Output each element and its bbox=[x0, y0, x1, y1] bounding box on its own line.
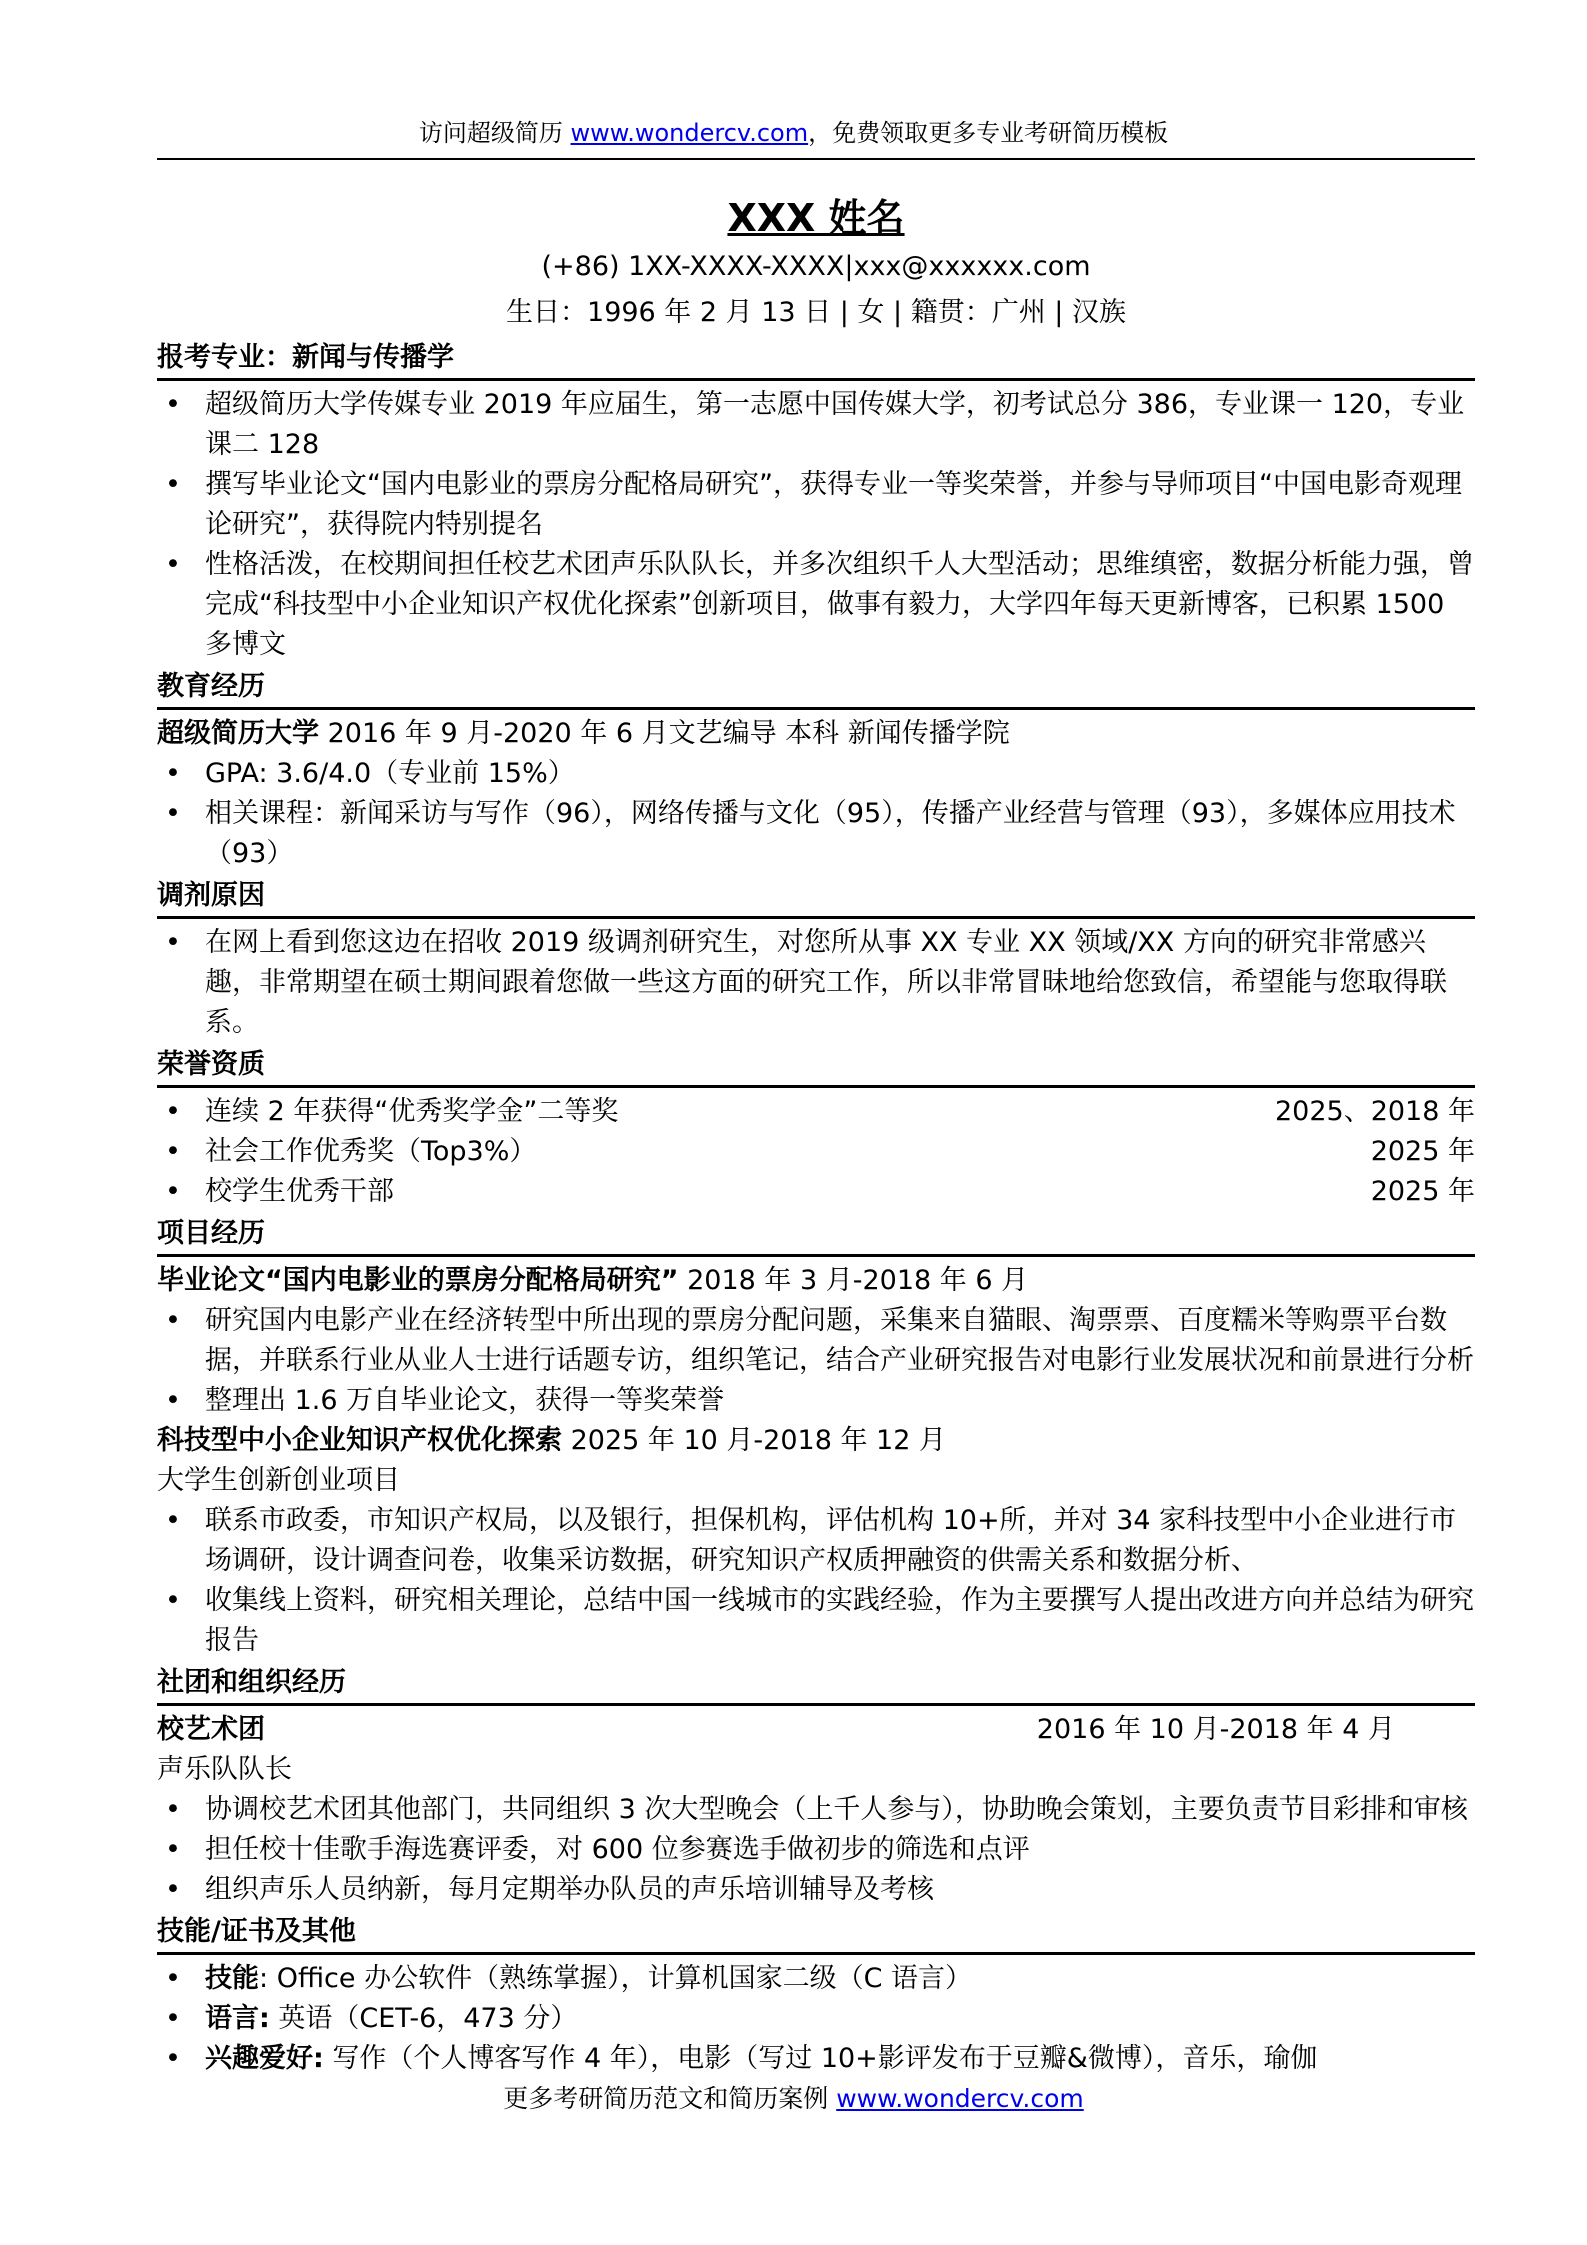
section-divider bbox=[157, 707, 1475, 710]
list-item: • 协调校艺术团其他部门，共同组织 3 次大型晚会（上千人参与），协助晚会策划，主要负责节目彩排和审核 bbox=[157, 1790, 1475, 1830]
list-item: • 整理出 1.6 万自毕业论文，获得一等奖荣誉 bbox=[157, 1381, 1475, 1421]
skill-text: 写作（个人博客写作 4 年），电影（写过 10+影评发布于豆瓣&微博），音乐，瑜伽 bbox=[323, 2043, 1318, 2074]
section-title-honors: 荣誉资质 bbox=[157, 1049, 265, 1080]
list-item: • 研究国内电影产业在经济转型中所出现的票房分配问题，采集来自猫眼、淘票票、百度糯米等购票平台数据，并联系行业从业人士进行话题专访，组织笔记，结合产业研究报告对电影行业发展状况和前景进行分析 bbox=[157, 1301, 1475, 1381]
list-item bbox=[157, 1172, 1475, 1212]
skill-text: 英语（CET-6，473 分） bbox=[269, 2003, 578, 2034]
header-note-suffix: ，免费领取更多专业考研简历模板 bbox=[808, 119, 1169, 147]
contact-line: (+86) 1XX-XXXX-XXXX|xxx@xxxxxx.com bbox=[541, 251, 1091, 282]
section-title-adjustment: 调剂原因 bbox=[157, 880, 265, 911]
club-name: 校艺术团 bbox=[157, 1714, 265, 1745]
header-divider bbox=[157, 158, 1475, 160]
education-heading bbox=[157, 714, 1475, 754]
skill-text: Office 办公软件（熟练掌握），计算机国家二级（C 语言） bbox=[268, 1963, 973, 1994]
list-item bbox=[157, 1092, 1475, 1132]
target-list bbox=[157, 385, 1475, 665]
list-item bbox=[157, 2039, 1475, 2079]
section-divider bbox=[157, 1952, 1475, 1955]
section-divider bbox=[157, 378, 1475, 381]
project-heading bbox=[157, 1261, 1475, 1301]
footer-note-prefix: 更多考研简历范文和简历案例 bbox=[503, 2084, 837, 2113]
club-role: 声乐队队长 bbox=[157, 1754, 292, 1785]
list-item: • 收集线上资料，研究相关理论，总结中国一线城市的实践经验，作为主要撰写人提出改进方向并总结为研究报告 bbox=[157, 1581, 1475, 1661]
section-title-clubs: 社团和组织经历 bbox=[157, 1667, 346, 1698]
section-divider bbox=[157, 916, 1475, 919]
adjustment-list bbox=[157, 923, 1475, 1043]
header-note bbox=[0, 116, 1587, 150]
project-name: 毕业论文“国内电影业的票房分配格局研究” bbox=[157, 1265, 679, 1296]
project-name: 科技型中小企业知识产权优化探索 bbox=[157, 1425, 562, 1456]
section-divider bbox=[157, 1085, 1475, 1088]
honor-text: • 连续 2 年获得“优秀奖学金”二等奖 bbox=[205, 1096, 619, 1127]
school-name: 超级简历大学 bbox=[157, 718, 319, 749]
project-list bbox=[157, 1301, 1475, 1421]
list-item: • 担任校十佳歌手海选赛评委，对 600 位参赛选手做初步的筛选和点评 bbox=[157, 1830, 1475, 1870]
skills-list bbox=[157, 1959, 1475, 2079]
candidate-name: XXX 姓名 bbox=[727, 196, 905, 240]
skill-label: 兴趣爱好: bbox=[205, 2043, 324, 2074]
resume-content bbox=[157, 192, 1475, 2079]
list-item: • GPA: 3.6/4.0（专业前 15%） bbox=[157, 754, 1475, 794]
project-date: 2025 年 10 月-2018 年 12 月 bbox=[570, 1425, 946, 1456]
personal-info-line: 生日：1996 年 2 月 13 日 | 女 | 籍贯：广州 | 汉族 bbox=[506, 297, 1126, 328]
section-divider bbox=[157, 1703, 1475, 1706]
project-date: 2018 年 3 月-2018 年 6 月 bbox=[687, 1265, 1029, 1296]
list-item: • 组织声乐人员纳新，每月定期举办队员的声乐培训辅导及考核 bbox=[157, 1870, 1475, 1910]
list-item bbox=[157, 1999, 1475, 2039]
honor-text: • 社会工作优秀奖（Top3%） bbox=[205, 1136, 537, 1167]
list-item: • 相关课程：新闻采访与写作（96），网络传播与文化（95），传播产业经营与管理（93），多媒体应用技术（93） bbox=[157, 794, 1475, 874]
education-detail: 2016 年 9 月-2020 年 6 月文艺编导 本科 新闻传播学院 bbox=[319, 718, 1010, 749]
project-list bbox=[157, 1501, 1475, 1661]
header-note-prefix: 访问超级简历 bbox=[418, 119, 571, 147]
honor-date: 2025 年 bbox=[1370, 1176, 1475, 1207]
project-heading bbox=[157, 1421, 1475, 1461]
skill-label: 语言: bbox=[205, 2003, 270, 2034]
section-title-skills: 技能/证书及其他 bbox=[157, 1916, 356, 1947]
list-item: • 联系市政委，市知识产权局，以及银行，担保机构，评估机构 10+所，并对 34 家科技型中小企业进行市场调研，设计调查问卷，收集采访数据，研究知识产权质押融资的供需关系和数据分析、 bbox=[157, 1501, 1475, 1581]
header-link[interactable]: www.wondercv.com bbox=[570, 119, 809, 147]
list-item: • 在网上看到您这边在招收 2019 级调剂研究生，对您所从事 XX 专业 XX 领域/XX 方向的研究非常感兴趣，非常期望在硕士期间跟着您做一些这方面的研究工作，所以非常冒昧地给您致信，希望能与您取得联系。 bbox=[157, 923, 1475, 1043]
honor-date: 2025、2018 年 bbox=[1274, 1096, 1475, 1127]
honor-text: • 校学生优秀干部 bbox=[205, 1176, 394, 1207]
section-divider bbox=[157, 1254, 1475, 1257]
section-title-target: 报考专业：新闻与传播学 bbox=[157, 342, 454, 373]
section-title-projects: 项目经历 bbox=[157, 1218, 265, 1249]
list-item bbox=[157, 1959, 1475, 1999]
club-date: 2016 年 10 月-2018 年 4 月 bbox=[1036, 1714, 1395, 1745]
skill-label: 技能 bbox=[205, 1963, 259, 1994]
honors-list bbox=[157, 1092, 1475, 1212]
project-subtitle: 大学生创新创业项目 bbox=[157, 1465, 400, 1496]
honor-date: 2025 年 bbox=[1370, 1136, 1475, 1167]
skill-sep: : bbox=[259, 1963, 269, 1994]
education-list bbox=[157, 754, 1475, 874]
footer-note bbox=[0, 2082, 1587, 2116]
list-item bbox=[157, 1132, 1475, 1172]
club-list bbox=[157, 1790, 1475, 1910]
list-item: • 超级简历大学传媒专业 2019 年应届生，第一志愿中国传媒大学，初考试总分 386，专业课一 120，专业课二 128 bbox=[157, 385, 1475, 465]
list-item: • 性格活泼，在校期间担任校艺术团声乐队队长，并多次组织千人大型活动；思维缜密，数据分析能力强，曾完成“科技型中小企业知识产权优化探索”创新项目，做事有毅力，大学四年每天更新博客，已积累 1500 多博文 bbox=[157, 545, 1475, 665]
footer-link[interactable]: www.wondercv.com bbox=[836, 2084, 1084, 2113]
club-heading bbox=[157, 1710, 1475, 1750]
section-title-education: 教育经历 bbox=[157, 671, 265, 702]
list-item: • 撰写毕业论文“国内电影业的票房分配格局研究”，获得专业一等奖荣誉，并参与导师项目“中国电影奇观理论研究”，获得院内特别提名 bbox=[157, 465, 1475, 545]
